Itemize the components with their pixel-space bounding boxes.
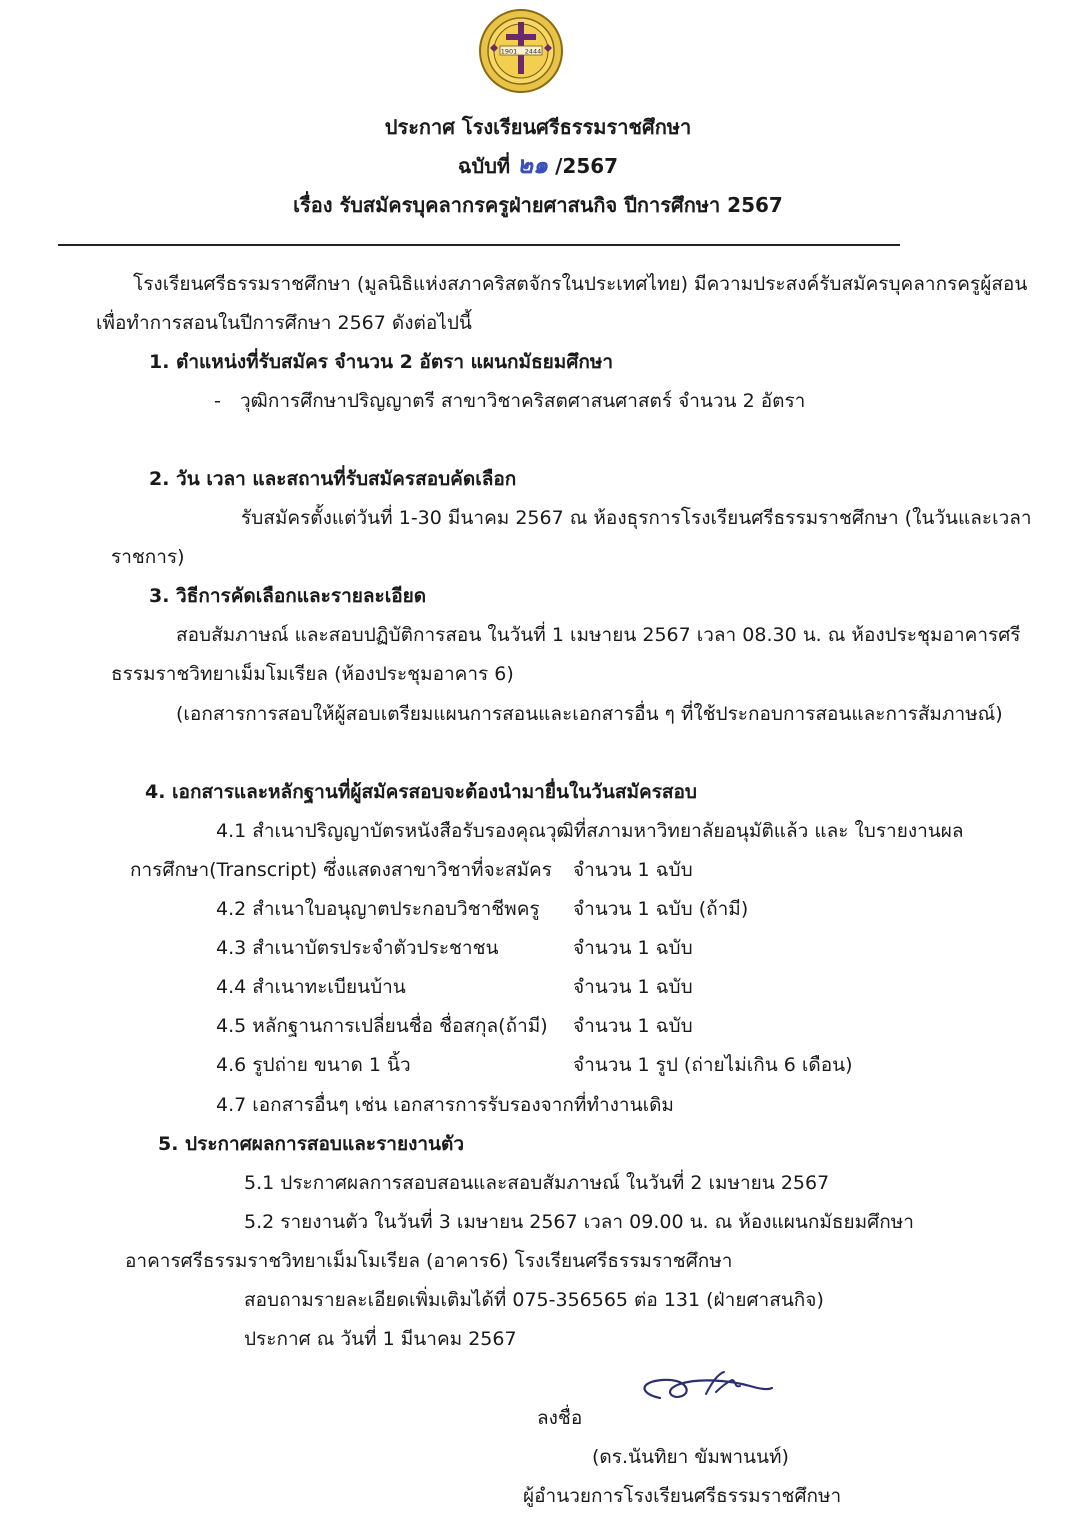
school-seal-logo bbox=[478, 8, 564, 94]
doc-4-5-label: 4.5 หลักฐานการเปลี่ยนชื่อ ชื่อสกุล(ถ้ามี) bbox=[216, 1015, 548, 1037]
handwritten-signature bbox=[632, 1368, 774, 1408]
section-1-bullet: - bbox=[214, 390, 221, 412]
issue-prefix: ฉบับที่ bbox=[457, 154, 511, 178]
signatory-name: (ดร.นันทิยา ขัมพานนท์) bbox=[592, 1446, 789, 1468]
result-5-1: 5.1 ประกาศผลการสอบสอนและสอบสัมภาษณ์ ในวันที่ 2 เมษายน 2567 bbox=[244, 1172, 830, 1194]
contact-info: สอบถามรายละเอียดเพิ่มเติมได้ที่ 075-356565 ต่อ 131 (ฝ่ายศาสนกิจ) bbox=[244, 1289, 824, 1311]
section-5-heading: 5. ประกาศผลการสอบและรายงานตัว bbox=[158, 1133, 465, 1155]
doc-4-6-quantity: จำนวน 1 รูป (ถ่ายไม่เกิน 6 เดือน) bbox=[573, 1054, 853, 1076]
doc-4-2-label: 4.2 สำเนาใบอนุญาตประกอบวิชาชีพครู bbox=[216, 898, 540, 920]
seal-year-right: 2444 bbox=[524, 47, 542, 56]
section-3-line-2: ธรรมราชวิทยาเม็มโมเรียล (ห้องประชุมอาคาร 6) bbox=[111, 663, 514, 685]
doc-4-6-label: 4.6 รูปถ่าย ขนาด 1 นิ้ว bbox=[216, 1054, 411, 1076]
signatory-position: ผู้อำนวยการโรงเรียนศรีธรรมราชศึกษา bbox=[523, 1485, 842, 1507]
intro-line-1: โรงเรียนศรีธรรมราชศึกษา (มูลนิธิแห่งสภาคริสตจักรในประเทศไทย) มีความประสงค์รับสมัครบุคลากรครูผู้สอน bbox=[133, 273, 1028, 295]
section-2-line-1: รับสมัครตั้งแต่วันที่ 1-30 มีนาคม 2567 ณ ห้องธุรการโรงเรียนศรีธรรมราชศึกษา (ในวันและเวลา bbox=[241, 507, 1032, 529]
section-1-heading: 1. ตำแหน่งที่รับสมัคร จำนวน 2 อัตรา แผนกมัธยมศึกษา bbox=[149, 351, 614, 373]
doc-4-4-label: 4.4 สำเนาทะเบียนบ้าน bbox=[216, 976, 406, 998]
doc-4-3-quantity: จำนวน 1 ฉบับ bbox=[573, 937, 693, 959]
doc-4-2-quantity: จำนวน 1 ฉบับ (ถ้ามี) bbox=[573, 898, 749, 920]
section-2-heading: 2. วัน เวลา และสถานที่รับสมัครสอบคัดเลือก bbox=[149, 468, 517, 490]
section-3-heading: 3. วิธีการคัดเลือกและรายละเอียด bbox=[149, 585, 427, 607]
doc-4-1-quantity: จำนวน 1 ฉบับ bbox=[573, 859, 693, 881]
issue-number-line bbox=[0, 152, 1076, 179]
sign-label: ลงชื่อ bbox=[537, 1407, 583, 1429]
doc-4-7: 4.7 เอกสารอื่นๆ เช่น เอกสารการรับรองจากที่ทำงานเดิม bbox=[216, 1094, 674, 1116]
doc-4-1-line-1: 4.1 สำเนาปริญญาบัตรหนังสือรับรองคุณวุฒิที่สภามหาวิทยาลัยอนุมัติแล้ว และ ใบรายงานผล bbox=[216, 820, 964, 842]
announced-date: ประกาศ ณ วันที่ 1 มีนาคม 2567 bbox=[244, 1328, 517, 1350]
doc-4-3-label: 4.3 สำเนาบัตรประจำตัวประชาชน bbox=[216, 937, 499, 959]
section-2-line-2: ราชการ) bbox=[111, 546, 185, 568]
section-3-line-3: (เอกสารการสอบให้ผู้สอบเตรียมแผนการสอนและเอกสารอื่น ๆ ที่ใช้ประกอบการสอนและการสัมภาษณ์) bbox=[176, 703, 1003, 725]
announcement-title: ประกาศ โรงเรียนศรีธรรมราชศึกษา bbox=[384, 115, 692, 139]
issue-number-handwritten: ๒๑ bbox=[517, 150, 549, 179]
announcement-subject: เรื่อง รับสมัครบุคลากรครูฝ่ายศาสนกิจ ปีการศึกษา 2567 bbox=[293, 193, 783, 217]
header-divider bbox=[58, 244, 900, 246]
intro-line-2: เพื่อทำการสอนในปีการศึกษา 2567 ดังต่อไปนี้ bbox=[96, 312, 472, 334]
report-5-2-line-1: 5.2 รายงานตัว ในวันที่ 3 เมษายน 2567 เวลา 09.00 น. ณ ห้องแผนกมัธยมศึกษา bbox=[244, 1211, 914, 1233]
doc-4-1-line-2: การศึกษา(Transcript) ซึ่งแสดงสาขาวิชาที่จะสมัคร bbox=[130, 859, 552, 881]
issue-suffix: /2567 bbox=[555, 154, 619, 178]
section-4-heading: 4. เอกสารและหลักฐานที่ผู้สมัครสอบจะต้องนำมายื่นในวันสมัครสอบ bbox=[145, 781, 697, 803]
report-5-2-line-2: อาคารศรีธรรมราชวิทยาเม็มโมเรียล (อาคาร6) โรงเรียนศรีธรรมราชศึกษา bbox=[125, 1250, 733, 1272]
section-1-item: วุฒิการศึกษาปริญญาตรี สาขาวิชาคริสตศาสนศาสตร์ จำนวน 2 อัตรา bbox=[240, 390, 806, 412]
doc-4-5-quantity: จำนวน 1 ฉบับ bbox=[573, 1015, 693, 1037]
doc-4-4-quantity: จำนวน 1 ฉบับ bbox=[573, 976, 693, 998]
section-3-line-1: สอบสัมภาษณ์ และสอบปฏิบัติการสอน ในวันที่ 1 เมษายน 2567 เวลา 08.30 น. ณ ห้องประชุมอาคารศรี bbox=[176, 624, 1021, 646]
seal-year-left: 1901 bbox=[500, 47, 518, 56]
